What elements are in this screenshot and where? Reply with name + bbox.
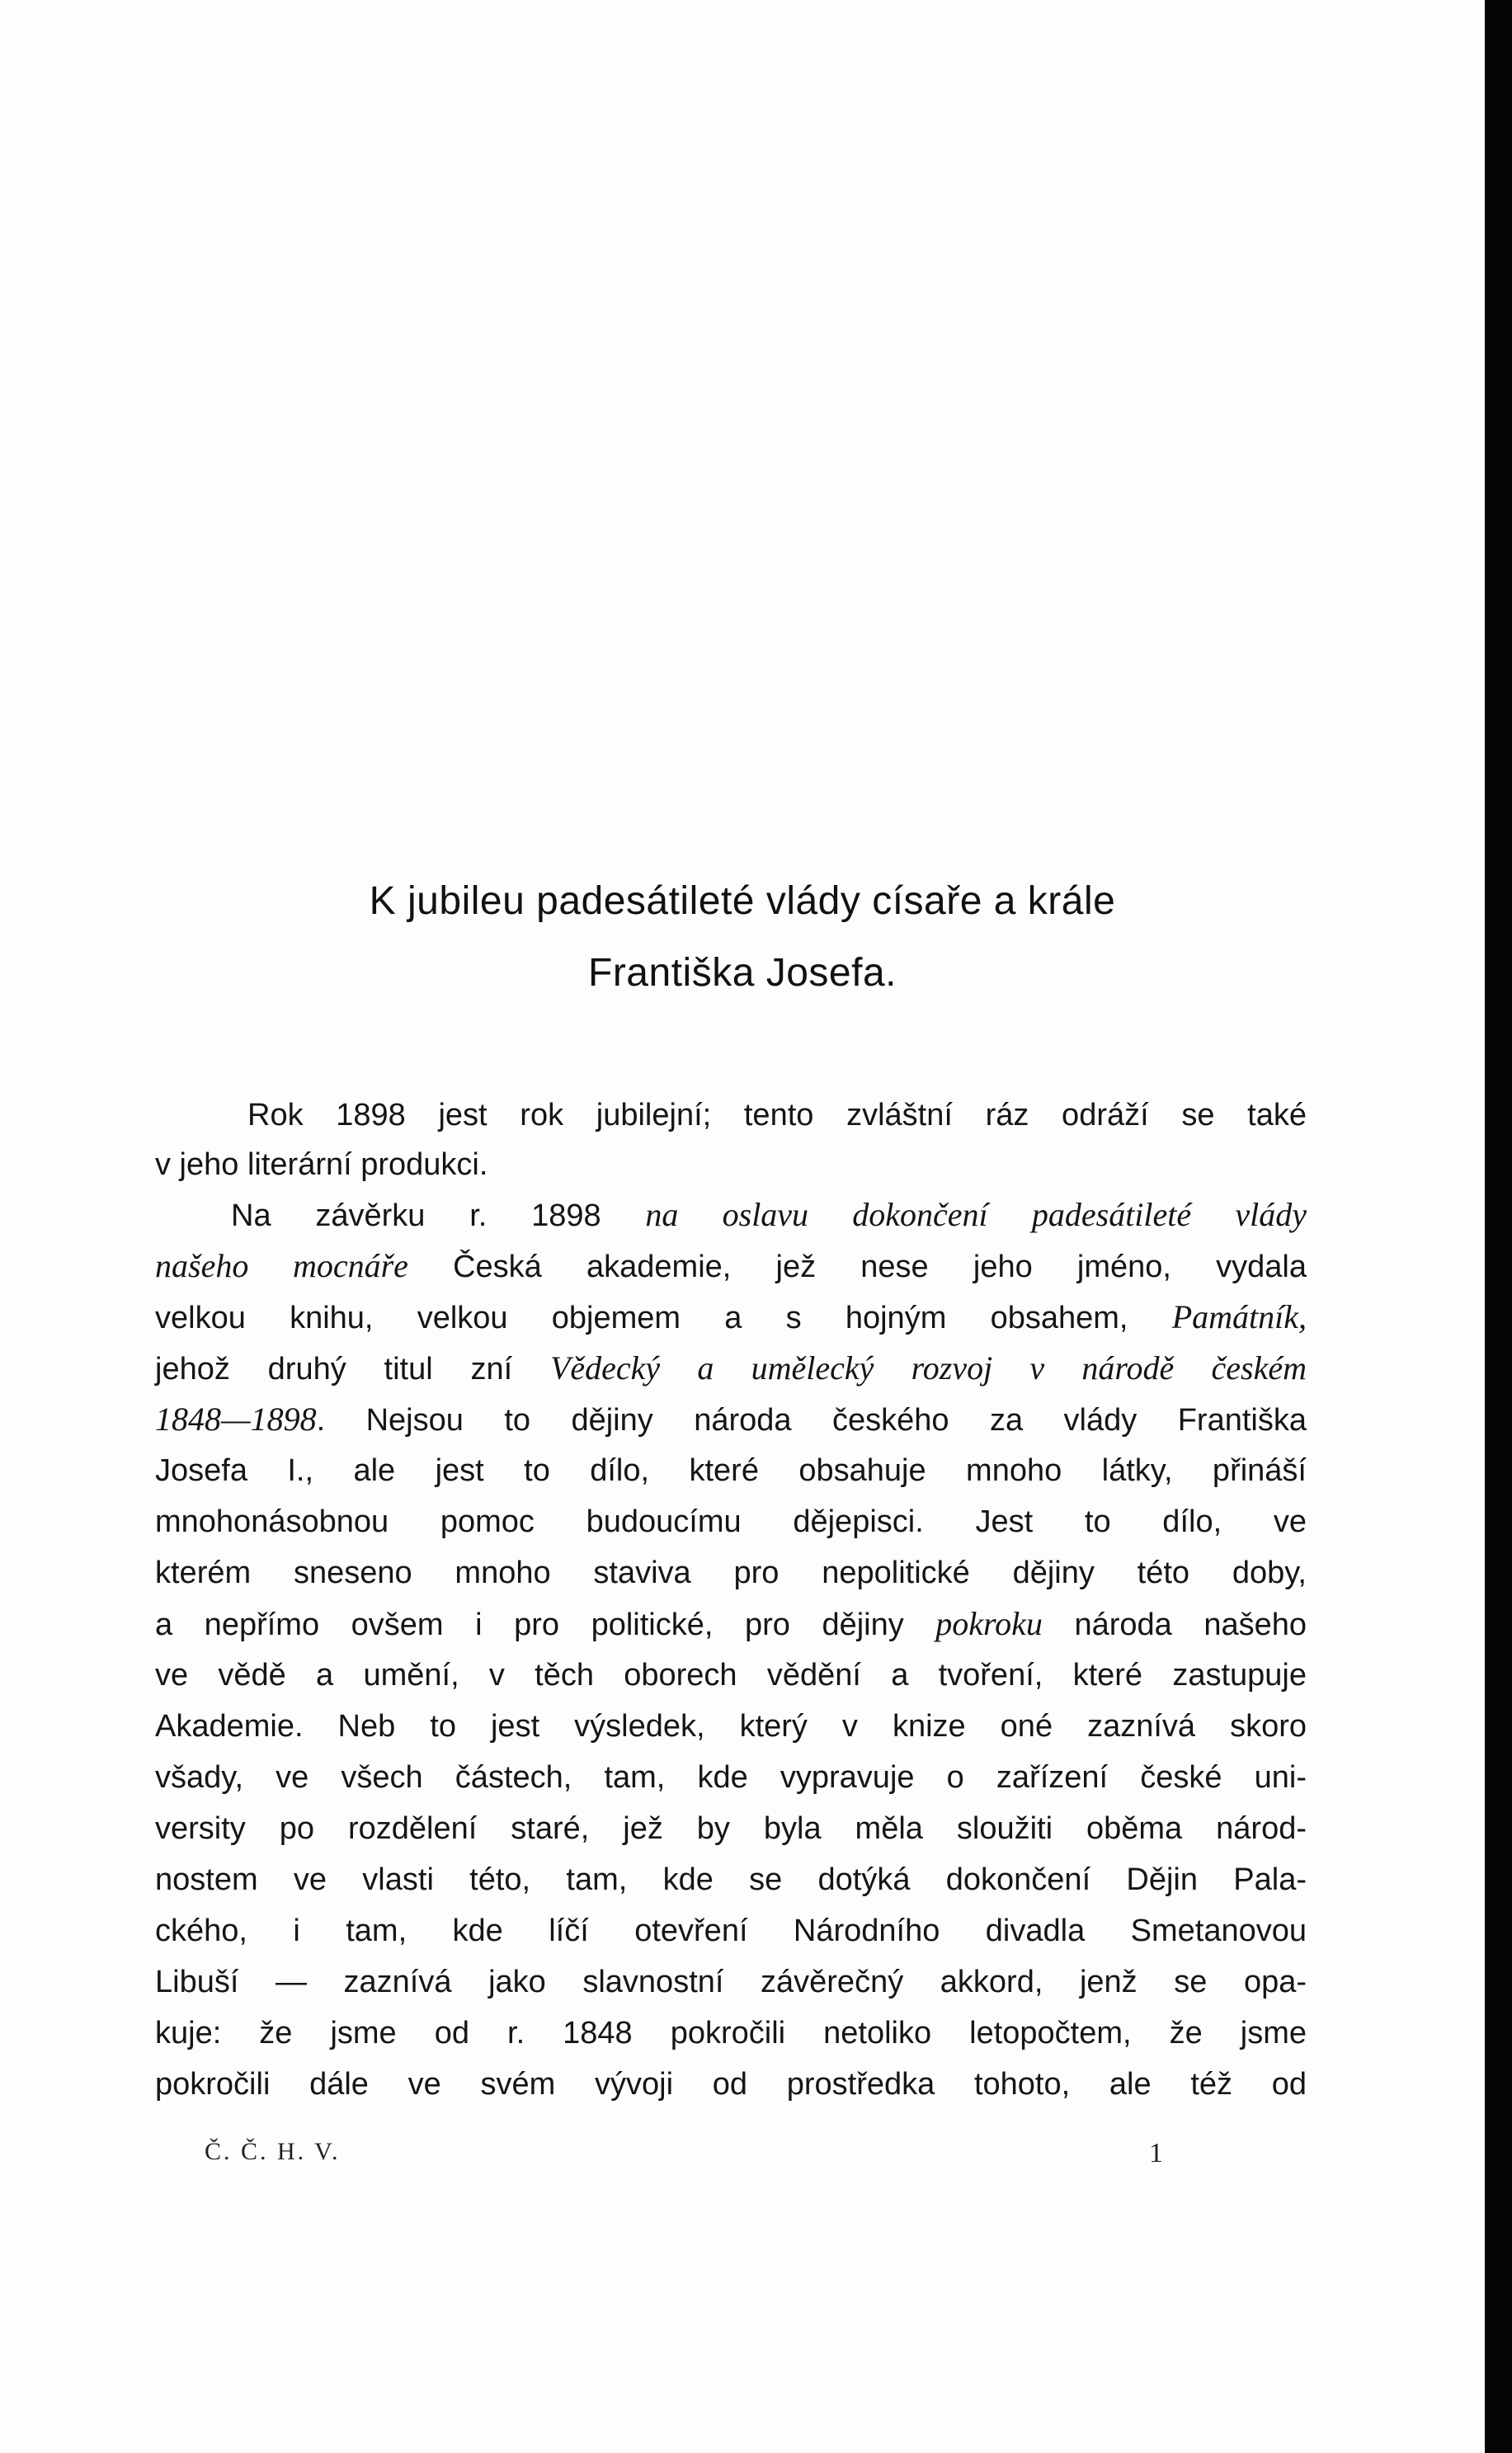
page-number: 1 <box>1149 2138 1166 2168</box>
paragraph-2-line-14: nostem ve vlasti této, tam, kde se dotýká dokončení Dějin Pala- <box>155 1862 1307 1897</box>
paragraph-2-line-16: Libuší — zaznívá jako slavnostní závěrečný akkord, jenž se opa- <box>155 1965 1307 1999</box>
text-run: a nepřímo ovšem i pro politické, pro dějiny <box>155 1608 936 1642</box>
text-run: velkou knihu, velkou objemem a s hojným obsahem, <box>155 1301 1172 1335</box>
text-run: národa našeho <box>1042 1608 1307 1642</box>
signature-mark: Č. Č. H. V. <box>205 2138 341 2165</box>
chapter-title-line-1: K jubileu padesátileté vlády císaře a krále <box>369 879 1116 923</box>
paragraph-2-line-7: mnohonásobnou pomoc budoucímu dějepisci. Jest to dílo, ve <box>155 1504 1307 1539</box>
paragraph-2-line-8: kterém sneseno mnoho staviva pro nepolitické dějiny této doby, <box>155 1556 1307 1590</box>
paragraph-1-line-2: v jeho literární produkci. <box>155 1147 488 1182</box>
text-run: Česká akademie, jež nese jeho jméno, vydala <box>407 1250 1307 1284</box>
paragraph-2-line-3 <box>155 1297 1307 1338</box>
paragraph-2-line-5 <box>155 1400 1307 1440</box>
paragraph-2-line-1 <box>231 1195 1307 1236</box>
text-run: Na závěrku r. 1898 <box>231 1198 646 1233</box>
paragraph-2-line-2 <box>155 1246 1307 1287</box>
paragraph-2-line-9 <box>155 1604 1307 1645</box>
paragraph-1-line-1: Rok 1898 jest rok jubilejní; tento zvláštní ráz odráží se také <box>247 1098 1307 1132</box>
italic-run: pokroku <box>935 1605 1043 1642</box>
chapter-title-line-2: Františka Josefa. <box>588 951 897 995</box>
paragraph-2-line-17: kuje: že jsme od r. 1848 pokročili netoliko letopočtem, že jsme <box>155 2016 1307 2050</box>
paragraph-2-line-10: ve vědě a umění, v těch oborech vědění a tvoření, které zastupuje <box>155 1658 1307 1693</box>
paragraph-2-line-4 <box>155 1349 1307 1389</box>
italic-run: Vědecký a umělecký rozvoj v národě českém <box>549 1349 1307 1387</box>
text-run: jehož druhý titul zní <box>155 1352 550 1387</box>
paragraph-2-line-18: pokročili dále ve svém vývoji od prostředka tohoto, ale též od <box>155 2067 1307 2102</box>
scan-edge <box>1485 0 1512 2453</box>
paragraph-2-line-13: versity po rozdělení staré, jež by byla měla sloužiti oběma národ- <box>155 1811 1307 1846</box>
italic-run: Památník, <box>1171 1298 1307 1335</box>
paragraph-2-line-6: Josefa I., ale jest to dílo, které obsahuje mnoho látky, přináší <box>155 1453 1307 1488</box>
italic-run: 1848—1898 <box>155 1401 317 1438</box>
paragraph-2-line-12: všady, ve všech částech, tam, kde vypravuje o zařízení české uni- <box>155 1760 1307 1795</box>
paragraph-2-line-15: ckého, i tam, kde líčí otevření Národního divadla Smetanovou <box>155 1914 1307 1948</box>
text-run: . Nejsou to dějiny národa českého za vlády Františka <box>316 1403 1307 1438</box>
italic-run: našeho mocnáře <box>155 1247 408 1284</box>
paragraph-2-line-11: Akademie. Neb to jest výsledek, který v knize oné zaznívá skoro <box>155 1709 1307 1744</box>
italic-run: na oslavu dokončení padesátileté vlády <box>645 1196 1307 1233</box>
